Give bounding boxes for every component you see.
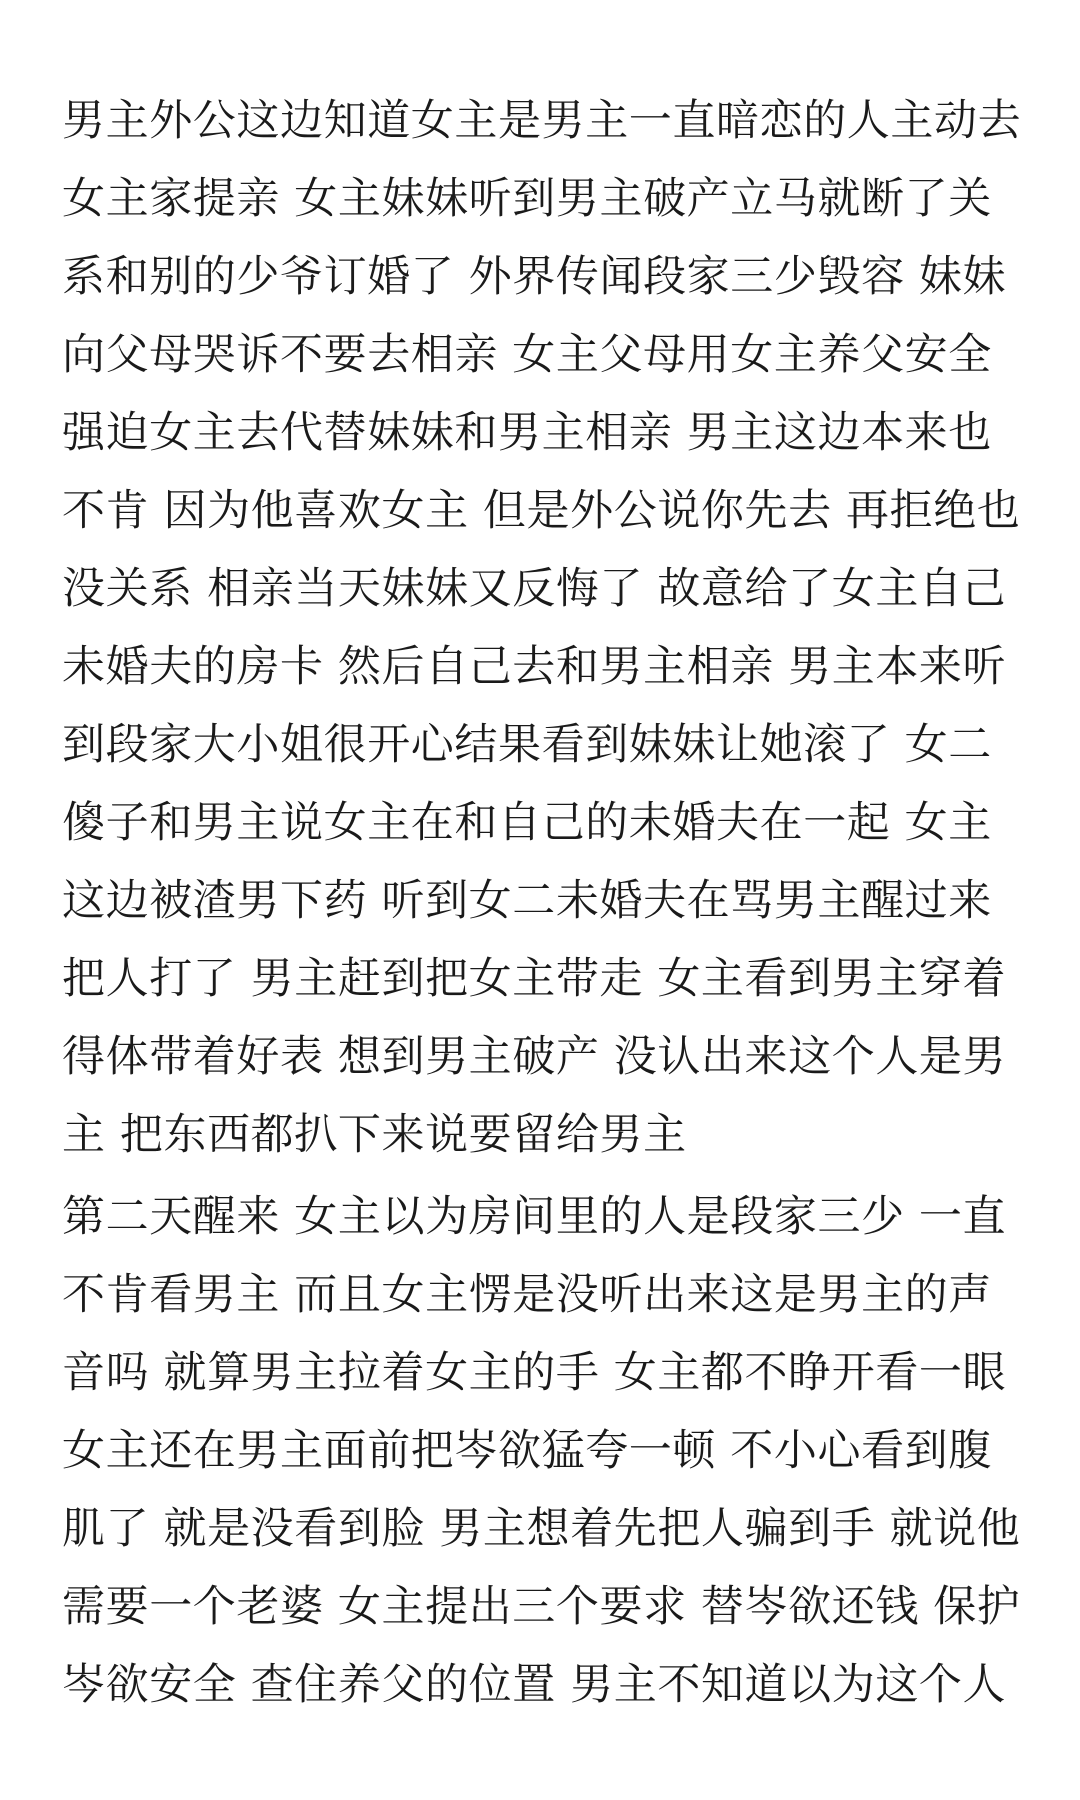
- text-line: 不肯 因为他喜欢女主 但是外公说你先去 再拒绝也: [62, 486, 1021, 536]
- text-line: 强迫女主去代替妹妹和男主相亲 男主这边本来也: [62, 408, 992, 458]
- text-line: 没关系 相亲当天妹妹又反悔了 故意给了女主自己: [62, 564, 1007, 614]
- text-line: 主 把东西都扒下来说要留给男主: [62, 1110, 687, 1160]
- text-line: 女主还在男主面前把岑欲猛夸一顿 不小心看到腹: [62, 1426, 992, 1476]
- text-line: 需要一个老婆 女主提出三个要求 替岑欲还钱 保护: [62, 1582, 1021, 1632]
- text-line: 向父母哭诉不要去相亲 女主父母用女主养父安全: [62, 330, 992, 380]
- text-line: 系和别的少爷订婚了 外界传闻段家三少毁容 妹妹: [62, 252, 1007, 302]
- text-line: 把人打了 男主赶到把女主带走 女主看到男主穿着: [62, 954, 1007, 1004]
- text-line: 肌了 就是没看到脸 男主想着先把人骗到手 就说他: [62, 1504, 1021, 1554]
- text-line: 男主外公这边知道女主是男主一直暗恋的人主动去: [62, 96, 1022, 146]
- text-line: 傻子和男主说女主在和自己的未婚夫在一起 女主: [62, 798, 992, 848]
- text-line: 女主家提亲 女主妹妹听到男主破产立马就断了关: [62, 174, 992, 224]
- text-line: 得体带着好表 想到男主破产 没认出来这个人是男: [62, 1032, 1007, 1082]
- text-line: 到段家大小姐很开心结果看到妹妹让她滚了 女二: [62, 720, 992, 770]
- paragraph-1: [62, 82, 1042, 1174]
- text-line: 音吗 就算男主拉着女主的手 女主都不睁开看一眼: [62, 1348, 1007, 1398]
- text-line: 这边被渣男下药 听到女二未婚夫在骂男主醒过来: [62, 876, 992, 926]
- text-line: 岑欲安全 查住养父的位置 男主不知道以为这个人: [62, 1660, 1007, 1710]
- text-line: 第二天醒来 女主以为房间里的人是段家三少 一直: [62, 1192, 1007, 1242]
- paragraph-2: [62, 1178, 1042, 1724]
- text-line: 未婚夫的房卡 然后自己去和男主相亲 男主本来听: [62, 642, 1007, 692]
- text-line: 不肯看男主 而且女主愣是没听出来这是男主的声: [62, 1270, 992, 1320]
